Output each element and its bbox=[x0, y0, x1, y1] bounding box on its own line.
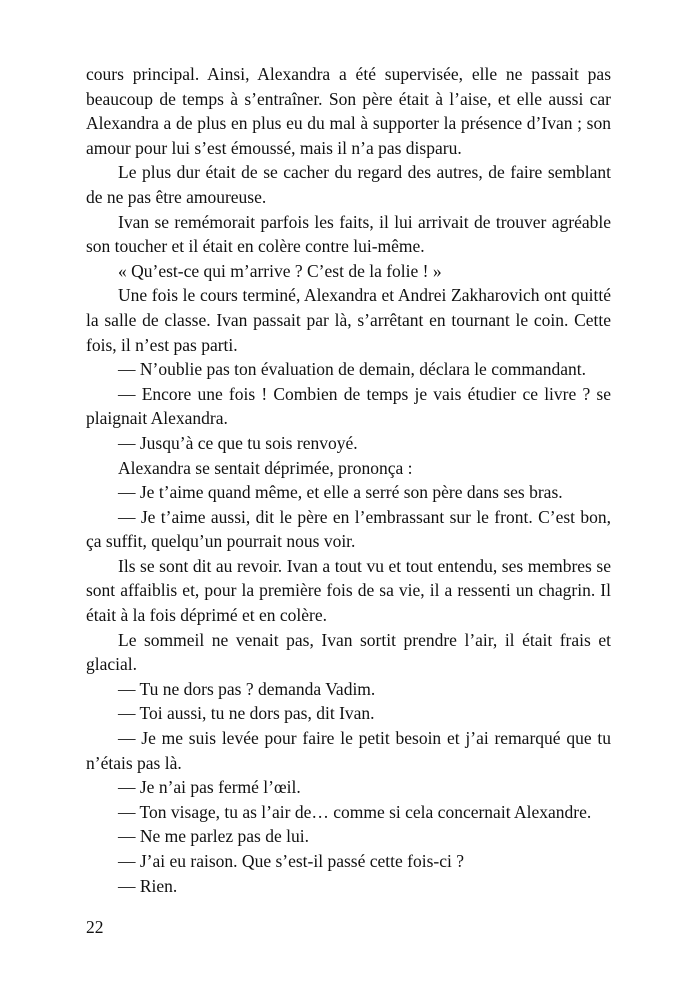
dialogue-line: — Jusqu’à ce que tu sois renvoyé. bbox=[118, 432, 358, 453]
dialogue-line: — N’oublie pas ton évaluation de demain, déclara le commandant. bbox=[118, 359, 586, 380]
dialogue-line: — Rien. bbox=[118, 875, 178, 896]
dialogue-line: — J’ai eu raison. Que s’est-il passé cette fois-ci ? bbox=[118, 851, 464, 871]
paragraph-quote: « Qu’est-ce qui m’arrive ? C’est de la folie ! » bbox=[118, 260, 442, 281]
paragraph: Alexandra se sentait déprimée, prononça : bbox=[118, 457, 413, 478]
dialogue-line: — Encore une fois ! Combien de temps je vais étudier ce livre ? se plaignait Alexandra. bbox=[86, 383, 611, 429]
paragraph-continuation: cours principal. Ainsi, Alexandra a été supervisée, elle ne passait pas beaucoup de temps à s’entraîner. Son père était à l’aise, et elle aussi car Alexandra a de plus en plus eu du mal à supporter la présence d’Ivan ; son amour pour lui s’est émoussé, mais il n’a pas disparu. bbox=[86, 64, 611, 158]
dialogue-line: — Je t’aime aussi, dit le père en l’embrassant sur le front. C’est bon, ça suffit, quelqu’un pourrait nous voir. bbox=[86, 506, 611, 552]
dialogue-line: — Je me suis levée pour faire le petit besoin et j’ai remarqué que tu n’étais pas là. bbox=[86, 728, 611, 773]
dialogue-line: — Je t’aime quand même, et elle a serré son père dans ses bras. bbox=[118, 482, 563, 503]
page-number: 22 bbox=[86, 917, 104, 937]
paragraph: Le plus dur était de se cacher du regard des autres, de faire semblant de ne pas être amoureuse. bbox=[86, 162, 611, 207]
paragraph: Ivan se remémorait parfois les faits, il lui arrivait de trouver agréable son toucher et il était en colère contre lui-même. bbox=[86, 211, 611, 257]
body-text bbox=[86, 62, 611, 898]
dialogue-line: — Je n’ai pas fermé l’œil. bbox=[118, 777, 301, 798]
paragraph: Ils se sont dit au revoir. Ivan a tout vu et tout entendu, ses membres se sont affaiblis et, pour la première fois de sa vie, il a ressenti un chagrin. Il était à la fois déprimé et en colère. bbox=[86, 555, 611, 626]
paragraph: Le sommeil ne venait pas, Ivan sortit prendre l’air, il était frais et glacial. bbox=[86, 629, 611, 675]
dialogue-line: — Tu ne dors pas ? demanda Vadim. bbox=[118, 678, 376, 699]
dialogue-line: — Toi aussi, tu ne dors pas, dit Ivan. bbox=[118, 703, 375, 724]
dialogue-line: — Ne me parlez pas de lui. bbox=[118, 826, 309, 847]
dialogue-line: — Ton visage, tu as l’air de… comme si cela concernait Alexandre. bbox=[118, 801, 592, 822]
paragraph: Une fois le cours terminé, Alexandra et Andrei Zakharovich ont quitté la salle de classe. Ivan passait par là, s’arrêtant en tournant le coin. Cette fois, il n’est pas parti. bbox=[86, 285, 611, 355]
